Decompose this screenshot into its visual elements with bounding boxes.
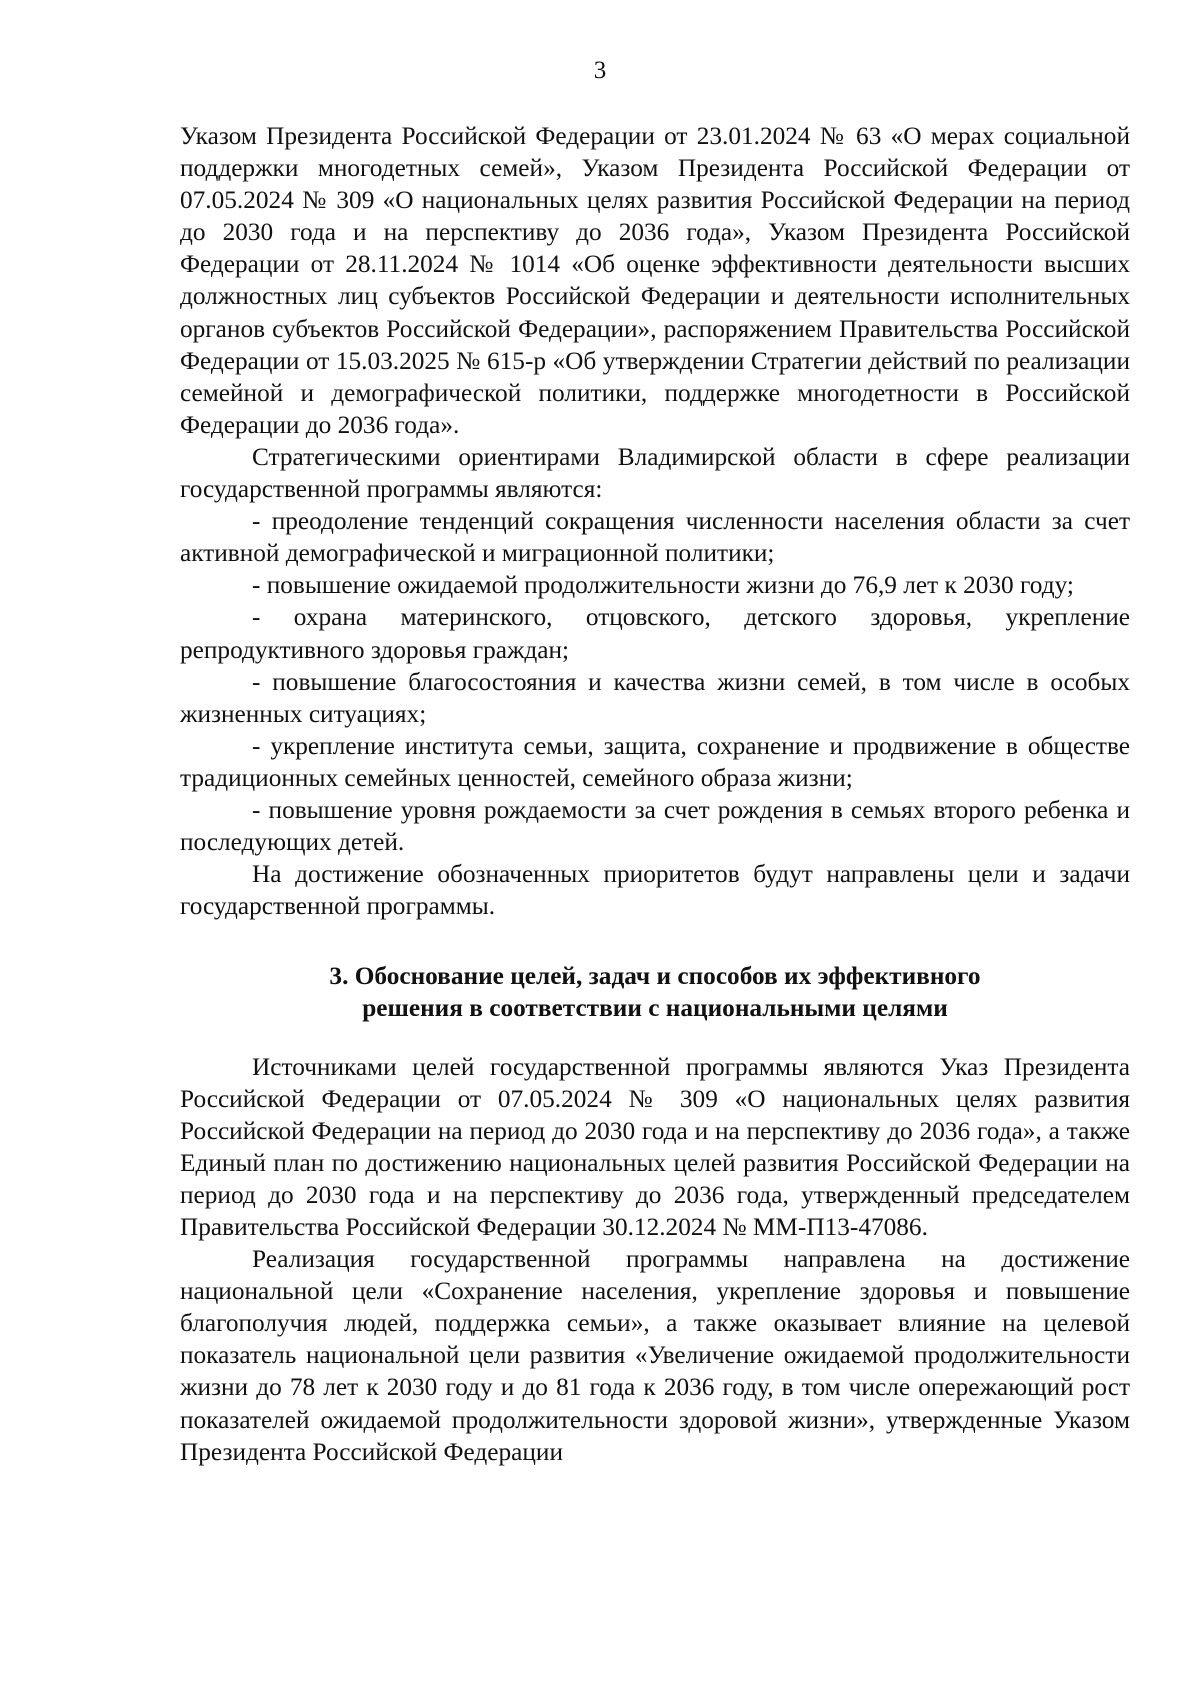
list-item-family-institution: - укрепление института семьи, защита, сохранение и продвижение в обществе традиционных семейных ценностей, семейного образа жизни;	[180, 731, 1130, 792]
paragraph-goal-sources: Источниками целей государственной программы являются Указ Президента Российской Федерации от 07.05.2024 № 309 «О национальных целях развития Российской Федерации на период до 2030 года и на перспективу до 2036 года», а также Единый план по достижению национальных целей развития Российской Федерации на период до 2030 года и на перспективу до 2036 года, утвержденный председателем Правительства Российской Федерации 30.12.2024 № ММ-П13-47086.	[180, 1052, 1130, 1241]
list-item-family-welfare: - повышение благосостояния и качества жизни семей, в том числе в особых жизненных ситуациях;	[180, 667, 1130, 728]
list-item-health-protection: - охрана материнского, отцовского, детского здоровья, укрепление репродуктивного здоровья граждан;	[180, 603, 1130, 664]
list-item-population-decline: - преодоление тенденций сокращения численности населения области за счет активной демографической и миграционной политики;	[180, 507, 1130, 568]
list-item-birth-rate: - повышение уровня рождаемости за счет рождения в семьях второго ребенка и последующих детей.	[180, 795, 1130, 857]
paragraph-strategic-guidelines: Стратегическими ориентирами Владимирской области в сфере реализации государственной программы являются:	[180, 442, 1130, 504]
section-heading-line-1: 3. Обоснование целей, задач и способов их эффективного	[329, 962, 981, 991]
paragraph-priorities: На достижение обозначенных приоритетов будут направлены цели и задачи государственной программы.	[180, 860, 1130, 921]
list-item-life-expectancy: - повышение ожидаемой продолжительности жизни до 76,9 лет к 2030 году;	[252, 571, 1074, 600]
section-heading-line-2: решения в соответствии с национальными целями	[362, 994, 948, 1023]
page-number: 3	[593, 57, 607, 84]
paragraph-national-goal: Реализация государственной программы направлена на достижение национальной цели «Сохранение населения, укрепление здоровья и повышение благополучия людей, поддержка семьи», а также оказывает влияние на целевой показатель национальной цели развития «Увеличение ожидаемой продолжительности жизни до 78 лет к 2030 году и до 81 года к 2036 году, в том числе опережающий рост показателей ожидаемой продолжительности здоровой жизни», утвержденные Указом Президента Российской Федерации	[180, 1245, 1130, 1466]
paragraph-decrees-list: Указом Президента Российской Федерации от 23.01.2024 № 63 «О мерах социальной поддержки многодетных семей», Указом Президента Российской Федерации от 07.05.2024 № 309 «О национальных целях развития Российской Федерации на период до 2030 года и на перспективу до 2036 года», Указом Президента Российской Федерации от 28.11.2024 № 1014 «Об оценке эффективности деятельности высших должностных лиц субъектов Российской Федерации и деятельности исполнительных органов субъектов Российской Федерации», распоряжением Правительства Российской Федерации от 15.03.2025 № 615-р «Об утверждении Стратегии действий по реализации семейной и демографической политики, поддержке многодетности в Российской Федерации до 2036 года».	[180, 122, 1130, 439]
section-heading	[180, 960, 1130, 1024]
document-body	[180, 120, 1130, 1468]
